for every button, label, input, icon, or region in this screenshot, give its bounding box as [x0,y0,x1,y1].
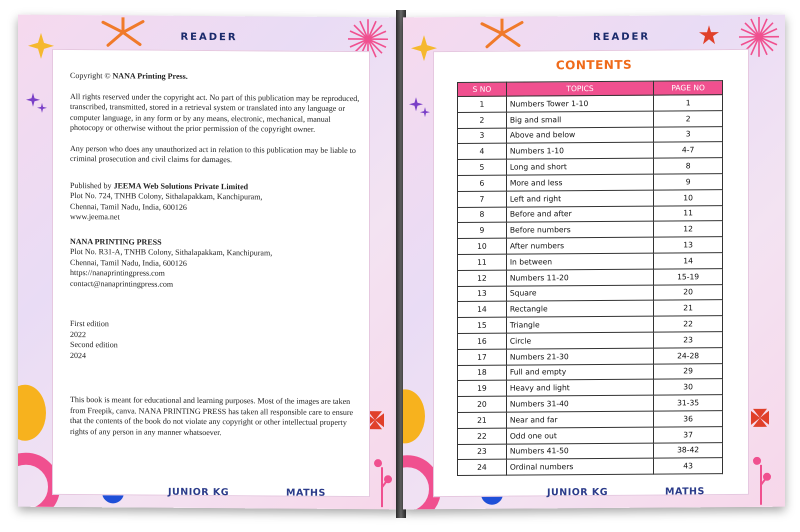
table-cell-page: 43 [654,458,723,474]
table-cell-sn: 13 [458,286,507,302]
table-cell-page: 14 [654,253,723,269]
table-cell-sn: 14 [458,301,507,317]
rights-paragraph: All rights reserved under the copyright act. No part of this publication may be reproduced, transcribed, transmitted, stored in a retrieval system or translated into any language or computer language, in any form or by any means, electronic, mechanical, manual photocopy or otherwise without the prior permission of the copyright owner. [70,91,360,134]
table-cell-sn: 6 [458,175,507,191]
column-header: TOPICS [506,81,653,96]
table-row [458,189,723,207]
table-cell-page: 36 [654,411,723,427]
table-row [458,142,723,160]
table-cell-sn: 15 [458,317,507,333]
red-flower-icon [749,407,771,429]
table-cell-topic: Rectangle [506,300,653,317]
table-cell-sn: 8 [458,207,507,223]
table-row [458,411,723,429]
table-cell-page: 37 [654,426,723,442]
table-cell-sn: 10 [458,238,507,254]
table-cell-page: 10 [654,189,723,205]
right-page [403,15,785,510]
table-cell-sn: 24 [458,459,507,475]
table-cell-sn: 3 [458,128,507,144]
table-cell-topic: Triangle [506,316,653,333]
copyright-line: Copyright © NANA Printing Press. [70,71,188,81]
table-row [458,284,723,302]
table-cell-topic: In between [506,253,653,270]
table-cell-sn: 4 [458,144,507,160]
table-cell-page: 22 [654,316,723,332]
purple-sparkle-icon [26,93,48,115]
table-row [458,158,723,176]
table-cell-page: 2 [654,110,723,126]
table-cell-topic: Odd one out [506,427,653,444]
table-row [458,458,723,476]
table-cell-topic: Numbers Tower 1-10 [506,95,653,112]
table-row [458,442,723,460]
table-cell-topic: Ordinal numbers [506,458,653,475]
table-cell-page: 29 [654,363,723,379]
table-cell-sn: 21 [458,412,507,428]
contents-title: CONTENTS [555,57,633,73]
table-cell-topic: Long and short [506,158,653,175]
footer-subject: MATHS [665,486,705,498]
page-header-reader: READER [592,31,651,44]
table-cell-topic: Heavy and light [506,379,653,396]
liability-paragraph: Any person who does any unauthorized act in relation to this publication may be liable to criminal prosecution and civil claims for damages. [70,143,356,165]
edition-block: First edition 2022 Second edition 2024 [70,319,118,360]
table-cell-page: 24-28 [654,347,723,363]
left-page [18,15,400,510]
table-row [458,174,723,192]
table-cell-topic: Numbers 1-10 [506,142,653,159]
pink-plant-icon [749,455,775,505]
table-row [458,395,723,413]
table-cell-topic: Left and right [506,190,653,207]
table-cell-sn: 16 [458,333,507,349]
table-row [458,347,723,365]
table-cell-topic: More and less [506,174,653,191]
table-cell-sn: 23 [458,444,507,460]
table-cell-page: 38-42 [654,442,723,458]
table-cell-sn: 9 [458,222,507,238]
disclaimer-paragraph: This book is meant for educational and learning purposes. Most of the images are taken from Freepik, canva. NANA PRINTING PRESS has taken all responsible care to ensure that the contents of the book do not violate any copyright or other intellectual property rights of any person in any manner whatsoever. [70,395,354,437]
orange-circle-decoration [18,385,46,441]
table-cell-sn: 22 [458,428,507,444]
table-cell-topic: Before and after [506,206,653,223]
table-row [458,268,723,286]
table-cell-sn: 7 [458,191,507,207]
table-cell-topic: Above and below [506,127,653,144]
column-header: S NO [458,82,507,96]
table-cell-sn: 2 [458,112,507,128]
pink-plant-icon [370,457,396,507]
table-cell-page: 30 [654,379,723,395]
table-cell-page: 31-35 [654,395,723,411]
table-row [458,316,723,334]
table-cell-page: 4-7 [654,142,723,158]
table-cell-page: 9 [654,174,723,190]
footer-grade: JUNIOR KG [168,486,230,499]
table-cell-sn: 5 [458,159,507,175]
table-row [458,332,723,350]
table-cell-sn: 11 [458,254,507,270]
press-block: NANA PRINTING PRESS Plot No. R31-A, TNHB Colony, Sithalapakkam, Kanchipuram, Chennai, Tamil Nadu, India, 600126 https://nanaprintingpress.com contact@nanaprintingpress.com [70,236,273,289]
table-cell-sn: 20 [458,396,507,412]
orange-circle-decoration [403,389,425,443]
table-cell-topic: Numbers 41-50 [506,443,653,460]
contents-table-body [458,95,723,476]
table-cell-page: 3 [654,126,723,142]
table-row [458,300,723,318]
table-cell-topic: Numbers 21-30 [506,348,653,365]
table-cell-page: 11 [654,205,723,221]
table-row [458,253,723,271]
table-cell-sn: 19 [458,380,507,396]
table-cell-topic: After numbers [506,237,653,254]
table-cell-topic: Circle [506,332,653,349]
copyright-text-block [70,71,360,449]
table-cell-sn: 18 [458,365,507,381]
table-cell-topic: Full and empty [506,364,653,381]
publisher-block: Published by JEEMA Web Solutions Private Limited Plot No. 724, TNHB Colony, Sithalapakkam, Kanchipuram, Chennai, Tamil Nadu, India, 600126 www.jeema.net [70,180,263,222]
table-cell-page: 21 [654,300,723,316]
table-cell-topic: Near and far [506,411,653,428]
table-row [458,237,723,255]
footer-subject: MATHS [286,487,326,499]
table-row [458,126,723,144]
table-cell-sn: 12 [458,270,507,286]
table-row [458,379,723,397]
table-row [458,221,723,239]
table-row [458,205,723,223]
table-cell-topic: Numbers 31-40 [506,395,653,412]
table-cell-page: 20 [654,284,723,300]
page-header-reader: READER [180,31,238,44]
table-row [458,110,723,128]
table-cell-topic: Numbers 11-20 [506,269,653,286]
table-cell-page: 23 [654,332,723,348]
table-cell-page: 15-19 [654,268,723,284]
table-cell-topic: Before numbers [506,221,653,238]
table-cell-page: 8 [654,158,723,174]
purple-sparkle-icon [409,97,431,119]
footer-grade: JUNIOR KG [547,486,609,499]
table-cell-page: 12 [654,221,723,237]
table-row [458,95,723,113]
column-header: PAGE NO [654,81,723,95]
table-cell-page: 1 [654,95,723,111]
table-cell-topic: Square [506,285,653,302]
contents-table [457,80,723,476]
table-row [458,426,723,444]
table-cell-page: 13 [654,237,723,253]
table-cell-sn: 1 [458,96,507,112]
table-row [458,363,723,381]
table-cell-sn: 17 [458,349,507,365]
table-cell-topic: Big and small [506,111,653,128]
